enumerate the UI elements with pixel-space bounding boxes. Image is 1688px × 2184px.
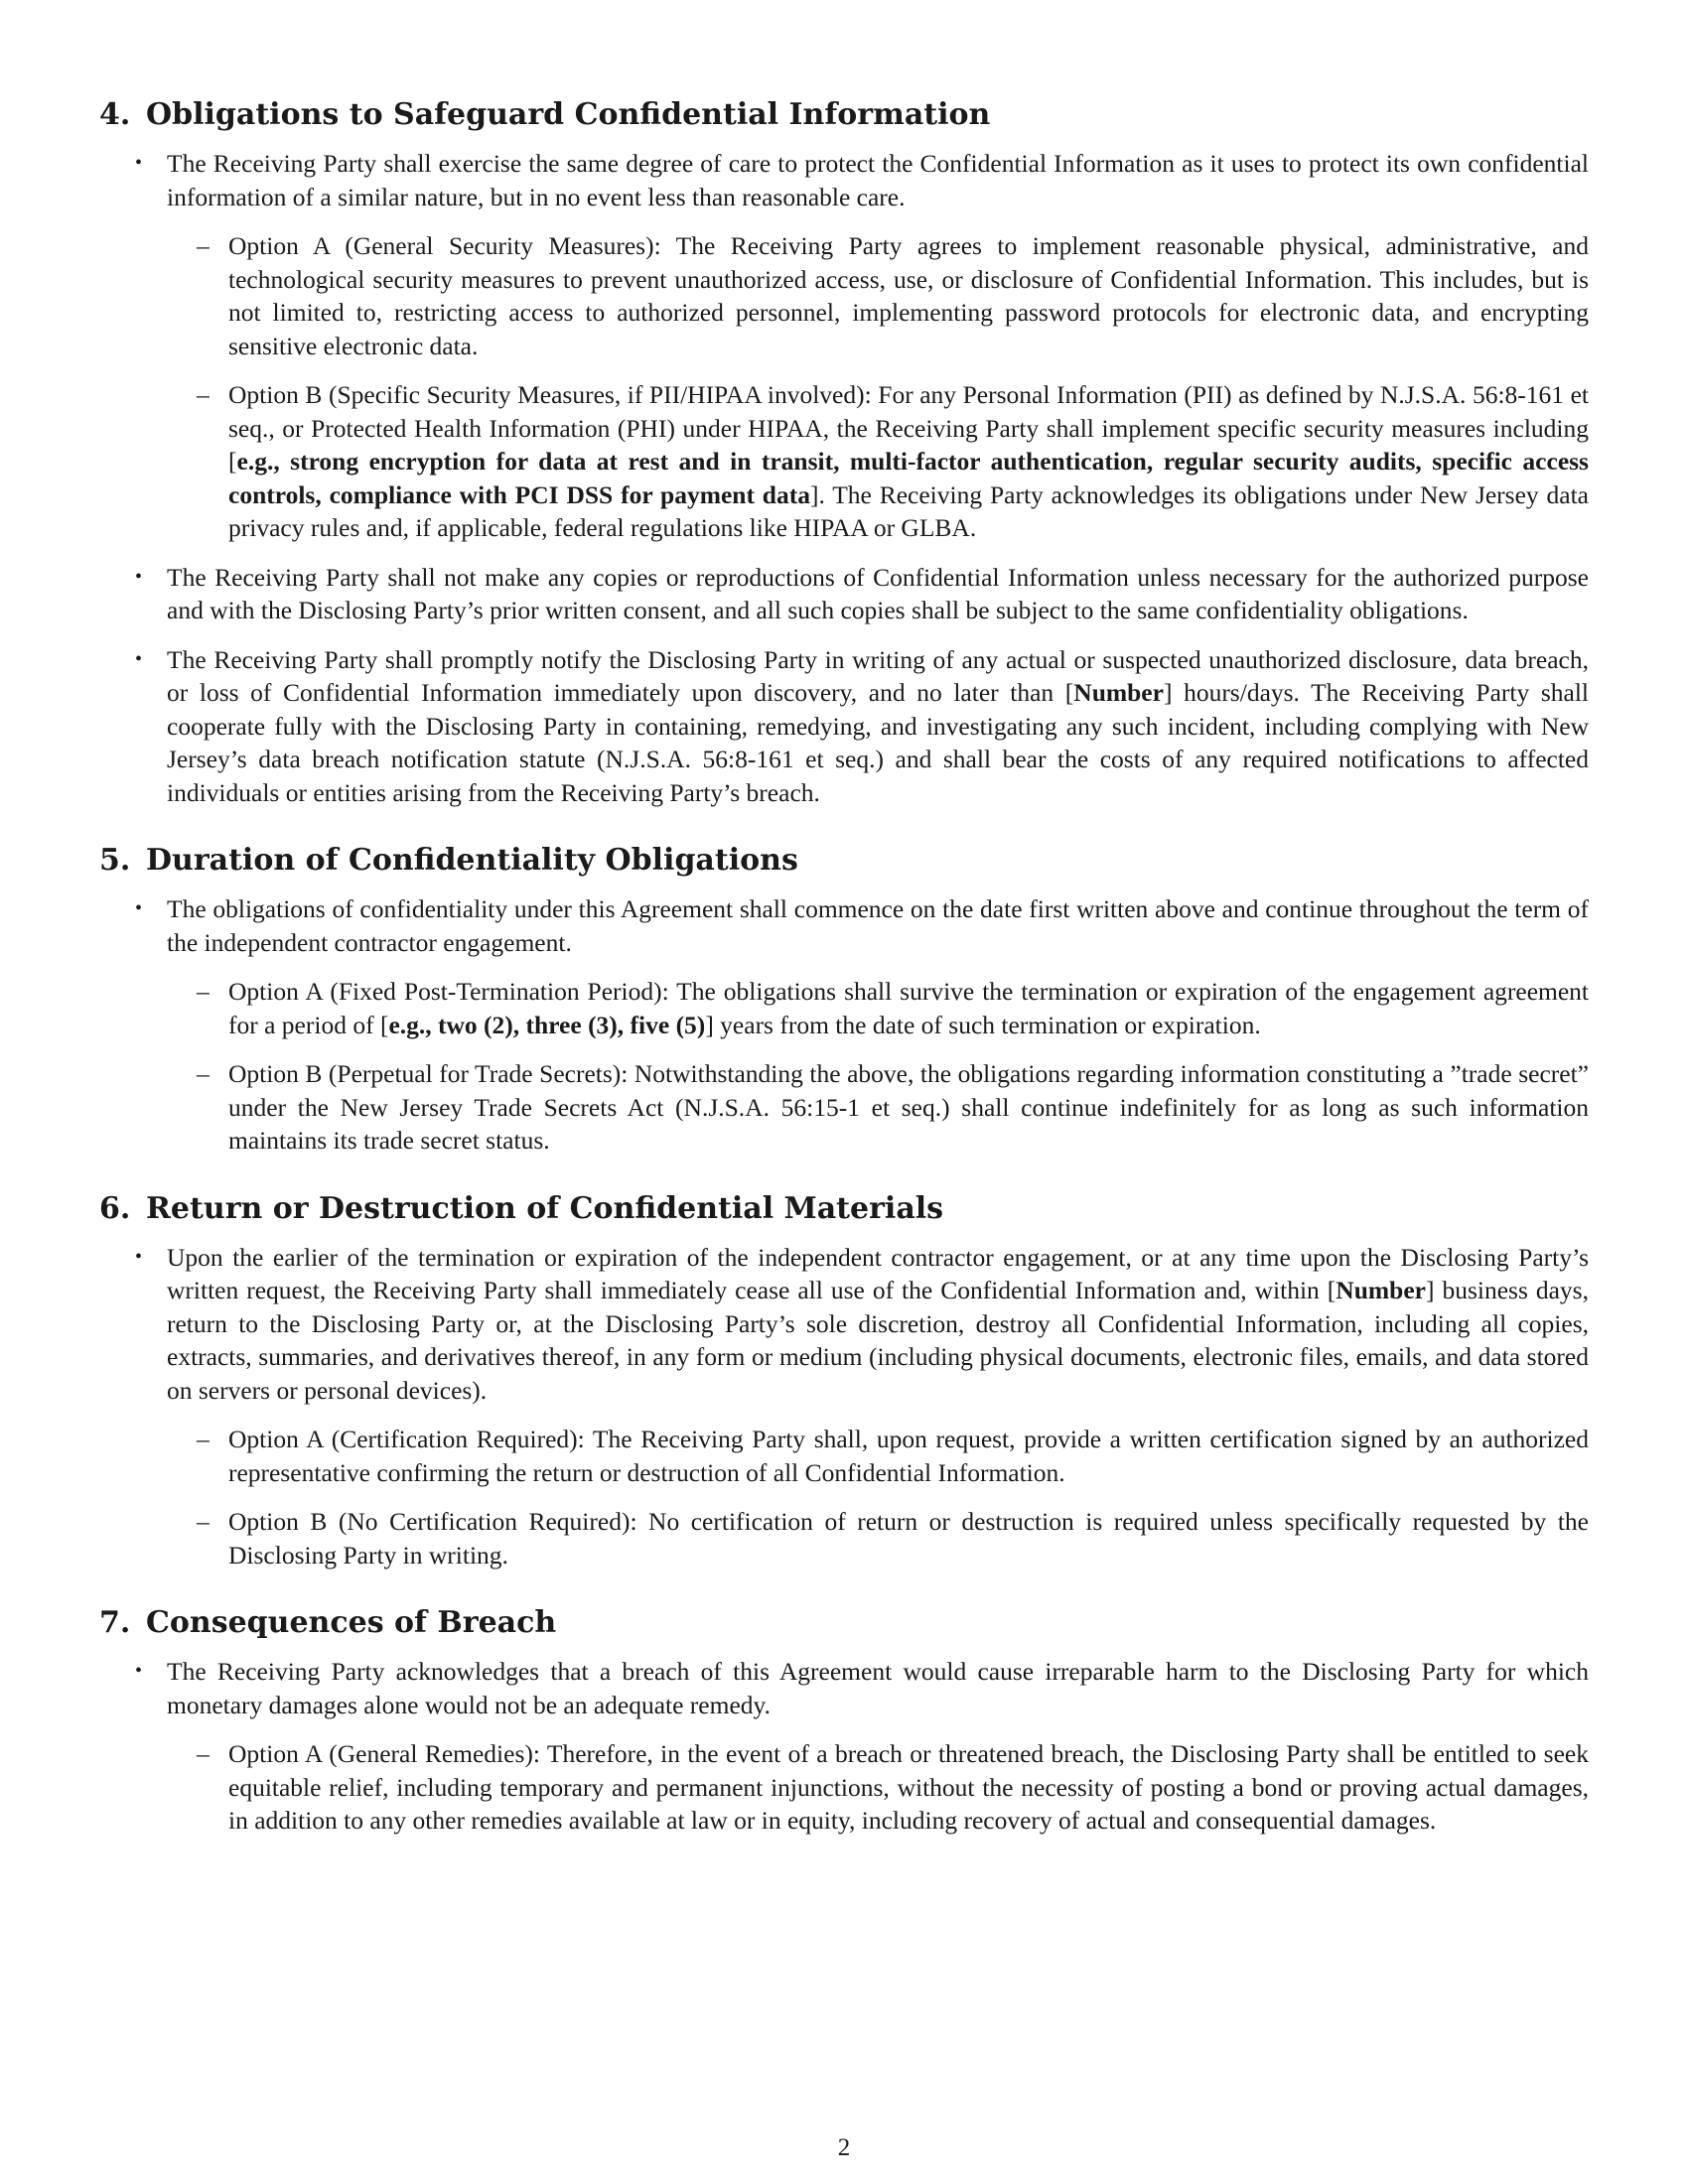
page-number: 2 <box>837 2134 851 2161</box>
section-number: 4. <box>99 97 131 132</box>
bullet-marker: • <box>135 897 143 919</box>
section-number: 5. <box>99 843 131 878</box>
sub-item-text: ]. The Receiving Party acknowledges its obligations under New Jersey data privacy rules and, if applicable, federal regulations like HIPAA or GLBA. <box>228 479 1589 542</box>
section-6 <box>99 1189 1589 1572</box>
bullet-marker: • <box>135 152 143 174</box>
bullet-item <box>99 643 1589 810</box>
bullet-text: ] hours/days. The Receiving Party shall cooperate fully with the Disclosing Party in containing, remedying, and investigating any such incident, including complying with New Jersey’s data breach notification statute (N.J.S.A. 56:8-161 et seq.) and shall bear the costs of any required notifications to affected individuals or entities arising from the Receiving Party’s breach. <box>167 678 1589 807</box>
bullet-item <box>99 1655 1589 1721</box>
sub-item-text: Option A (Certification Required): The Receiving Party shall, upon request, provide a written certification signed by an authorized representative confirming the return or destruction of all Confidential Information. <box>228 1425 1589 1487</box>
sub-item-text: ] years from the date of such termination or expiration. <box>705 1010 1261 1039</box>
bullet-item <box>99 892 1589 959</box>
bullet-item <box>99 561 1589 627</box>
sub-item-text: Option A (General Remedies): Therefore, in the event of a breach or threatened breach, the Disclosing Party shall be entitled to seek equitable relief, including temporary and permanent injunctions, without the necessity of posting a bond or proving actual damages, in addition to any other remedies available at law or in equity, including recovery of actual and consequential damages. <box>228 1739 1589 1835</box>
bullet-marker: • <box>135 1660 143 1682</box>
sub-item-option-b <box>99 1057 1589 1158</box>
sub-item-option-a <box>99 1423 1589 1489</box>
bullet-text: The Receiving Party shall not make any copies or reproductions of Confidential Information unless necessary for the authorized purpose and with the Disclosing Party’s prior written consent, and all such copies shall be subject to the same confidentiality obligations. <box>167 562 1589 624</box>
bullet-marker: • <box>135 565 143 588</box>
section-heading <box>99 1603 1589 1643</box>
sub-item-option-a <box>99 1737 1589 1838</box>
placeholder-text: Number <box>1336 1276 1426 1304</box>
section-heading <box>99 1189 1589 1229</box>
section-title: Return or Destruction of Confidential Materials <box>146 1190 944 1226</box>
placeholder-text: e.g., two (2), three (3), five (5) <box>388 1010 706 1039</box>
dash-marker: – <box>197 1739 210 1768</box>
dash-marker: – <box>197 380 210 409</box>
sub-item-option-a <box>99 229 1589 362</box>
sub-item-option-b <box>99 1505 1589 1571</box>
document-page <box>99 95 1589 1869</box>
bullet-text: The obligations of confidentiality under this Agreement shall commence on the date first written above and continue throughout the term of the independent contractor engagement. <box>167 894 1589 957</box>
bullet-text: ] business days, return to the Disclosing Party or, at the Disclosing Party’s sole discretion, destroy all Confidential Information, including all copies, extracts, summaries, and derivatives thereof, in any form or medium (including physical documents, electronic files, emails, and data stored on servers or personal devices). <box>167 1276 1589 1405</box>
bullet-text: The Receiving Party acknowledges that a breach of this Agreement would cause irreparable harm to the Disclosing Party for which monetary damages alone would not be an adequate remedy. <box>167 1657 1589 1719</box>
dash-marker: – <box>197 1059 210 1088</box>
sub-item-option-b <box>99 378 1589 545</box>
section-4 <box>99 95 1589 809</box>
bullet-text: The Receiving Party shall exercise the same degree of care to protect the Confidential Information as it uses to protect its own confidential information of a similar nature, but in no event less than reasonable care. <box>167 149 1589 211</box>
bullet-text: The Receiving Party shall promptly notify the Disclosing Party in writing of any actual or suspected unauthorized disclosure, data breach, or loss of Confidential Information immediately upon discovery, and no later than [ <box>167 644 1589 707</box>
section-heading <box>99 841 1589 881</box>
bullet-item <box>99 147 1589 213</box>
dash-marker: – <box>197 977 210 1006</box>
dash-marker: – <box>197 1425 210 1453</box>
dash-marker: – <box>197 1507 210 1536</box>
section-number: 6. <box>99 1190 131 1226</box>
section-5 <box>99 841 1589 1158</box>
section-title: Consequences of Breach <box>146 1605 557 1640</box>
sub-item-text: Option B (Specific Security Measures, if PII/HIPAA involved): For any Personal Information (PII) as defined by N.J.S.A. 56:8-161 et seq., or Protected Health Information (PHI) under HIPAA, the Receiving Party shall implement specific security measures including [ <box>228 380 1589 476</box>
dash-marker: – <box>197 231 210 260</box>
sub-item-option-a <box>99 975 1589 1041</box>
bullet-marker: • <box>135 647 143 670</box>
placeholder-text: e.g., strong encryption for data at rest and in transit, multi-factor authentication, regular security audits, specific access controls, compliance with PCI DSS for payment data <box>228 447 1589 509</box>
section-7 <box>99 1603 1589 1838</box>
bullet-text: Upon the earlier of the termination or expiration of the independent contractor engagement, or at any time upon the Disclosing Party’s written request, the Receiving Party shall immediately cease all use of the Confidential Information and, within [ <box>167 1242 1589 1304</box>
sub-item-text: Option B (Perpetual for Trade Secrets): Notwithstanding the above, the obligations regarding information constituting a ”trade secret” under the New Jersey Trade Secrets Act (N.J.S.A. 56:15-1 et seq.) shall continue indefinitely for as long as such information maintains its trade secret status. <box>228 1059 1589 1155</box>
section-title: Obligations to Safeguard Confidential Information <box>146 97 991 132</box>
bullet-item <box>99 1241 1589 1408</box>
bullet-marker: • <box>135 1245 143 1268</box>
sub-item-text: Option B (No Certification Required): No certification of return or destruction is required unless specifically requested by the Disclosing Party in writing. <box>228 1507 1589 1570</box>
sub-item-text: Option A (General Security Measures): The Receiving Party agrees to implement reasonable physical, administrative, and technological security measures to prevent unauthorized access, use, or disclosure of Confidential Information. This includes, but is not limited to, restricting access to authorized personnel, implementing password protocols for electronic data, and encrypting sensitive electronic data. <box>228 231 1589 360</box>
section-number: 7. <box>99 1605 131 1640</box>
placeholder-text: Number <box>1073 678 1164 707</box>
section-heading <box>99 95 1589 135</box>
sub-item-text: Option A (Fixed Post-Termination Period): The obligations shall survive the termination or expiration of the engagement agreement for a period of [ <box>228 977 1589 1039</box>
section-title: Duration of Confidentiality Obligations <box>146 843 798 878</box>
